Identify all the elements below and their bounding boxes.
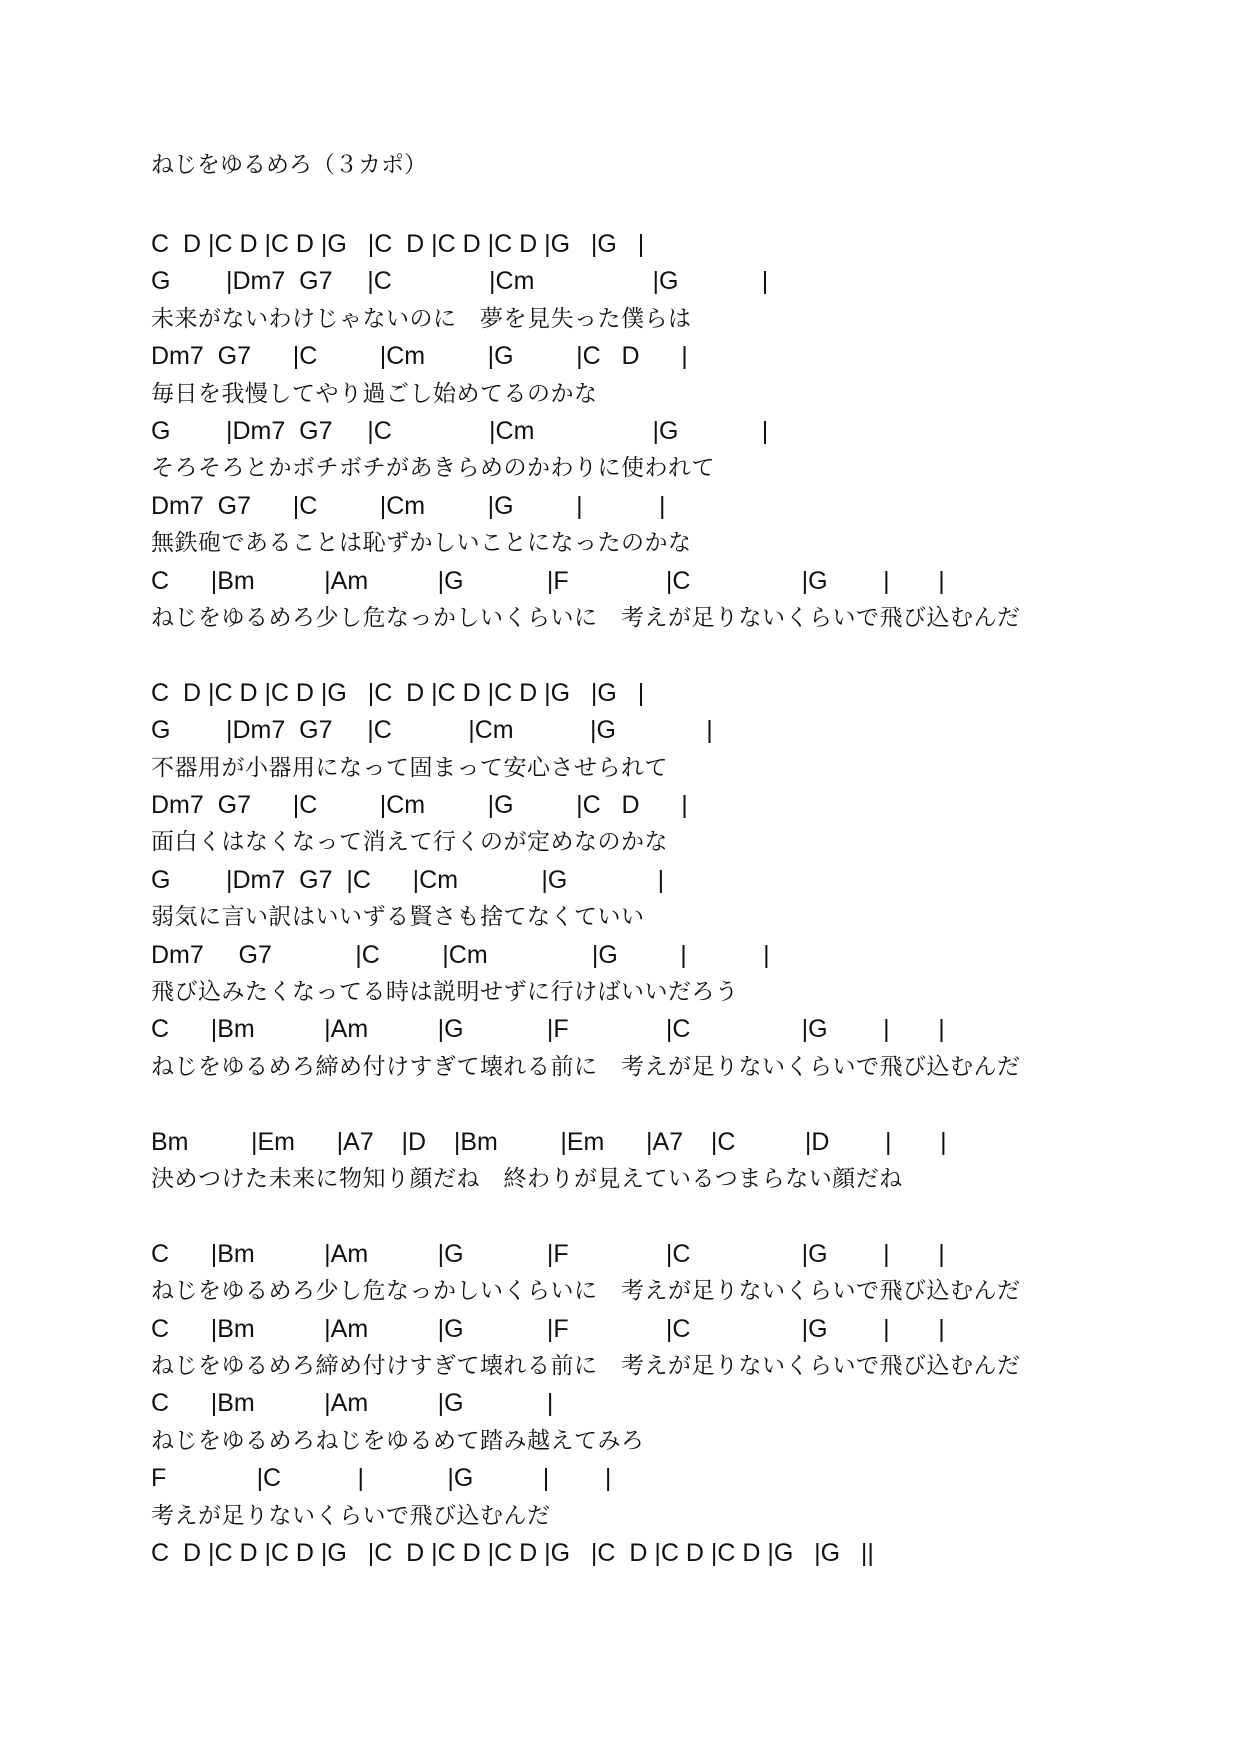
chord-line: C D |C D |C D |G |C D |C D |C D |G |G | [151, 679, 645, 707]
chord-line: Dm7 G7 |C |Cm |G | | [151, 941, 770, 969]
chord-line: Dm7 G7 |C |Cm |G |C D | [151, 342, 688, 370]
lyric-line: ねじをゆるめろ締め付けすぎて壊れる前に 考えが足りないくらいで飛び込むんだ [151, 1054, 1021, 1080]
lyric-line: ねじをゆるめろねじをゆるめて踏み越えてみろ [151, 1428, 645, 1454]
chord-line: Dm7 G7 |C |Cm |G |C D | [151, 791, 688, 819]
lyric-line: 不器用が小器用になって固まって安心させられて [151, 755, 668, 781]
lyric-line: 無鉄砲であることは恥ずかしいことになったのかな [151, 530, 692, 556]
chord-line: C |Bm |Am |G | [151, 1389, 554, 1417]
chord-line: G |Dm7 G7 |C |Cm |G | [151, 716, 713, 744]
lyric-line: 弱気に言い訳はいいずる賢さも捨てなくていい [151, 904, 645, 930]
lyric-line: 考えが足りないくらいで飛び込むんだ [151, 1503, 551, 1529]
lyric-line: 毎日を我慢してやり過ごし始めてるのかな [151, 381, 598, 407]
chord-line: C D |C D |C D |G |C D |C D |C D |G |C D |C D |C D |G |G || [151, 1539, 874, 1567]
lyric-line: ねじをゆるめろ少し危なっかしいくらいに 考えが足りないくらいで飛び込むんだ [151, 1278, 1021, 1304]
chord-line: F |C | |G | | [151, 1464, 612, 1492]
lyric-line: ねじをゆるめろ少し危なっかしいくらいに 考えが足りないくらいで飛び込むんだ [151, 605, 1021, 631]
lyric-line: 未来がないわけじゃないのに 夢を見失った僕らは [151, 306, 692, 332]
lyric-line: そろそろとかボチボチがあきらめのかわりに使われて [151, 455, 715, 481]
chord-line: Bm |Em |A7 |D |Bm |Em |A7 |C |D | | [151, 1128, 947, 1156]
song-title: ねじをゆるめろ（３カポ） [151, 152, 427, 178]
chord-line: Dm7 G7 |C |Cm |G | | [151, 492, 666, 520]
chord-line: C D |C D |C D |G |C D |C D |C D |G |G | [151, 230, 645, 258]
chord-line: G |Dm7 G7 |C |Cm |G | [151, 267, 769, 295]
lyric-line: ねじをゆるめろ締め付けすぎて壊れる前に 考えが足りないくらいで飛び込むんだ [151, 1353, 1021, 1379]
chord-line: G |Dm7 G7 |C |Cm |G | [151, 417, 769, 445]
chord-line: G |Dm7 G7 |C |Cm |G | [151, 866, 665, 894]
lyric-line: 飛び込みたくなってる時は説明せずに行けばいいだろう [151, 979, 739, 1005]
lyric-line: 決めつけた未来に物知り顔だね 終わりが見えているつまらない顔だね [151, 1166, 903, 1192]
chord-line: C |Bm |Am |G |F |C |G | | [151, 1315, 945, 1343]
chord-line: C |Bm |Am |G |F |C |G | | [151, 567, 945, 595]
chord-line: C |Bm |Am |G |F |C |G | | [151, 1015, 945, 1043]
lyric-line: 面白くはなくなって消えて行くのが定めなのかな [151, 829, 668, 855]
chord-line: C |Bm |Am |G |F |C |G | | [151, 1240, 945, 1268]
